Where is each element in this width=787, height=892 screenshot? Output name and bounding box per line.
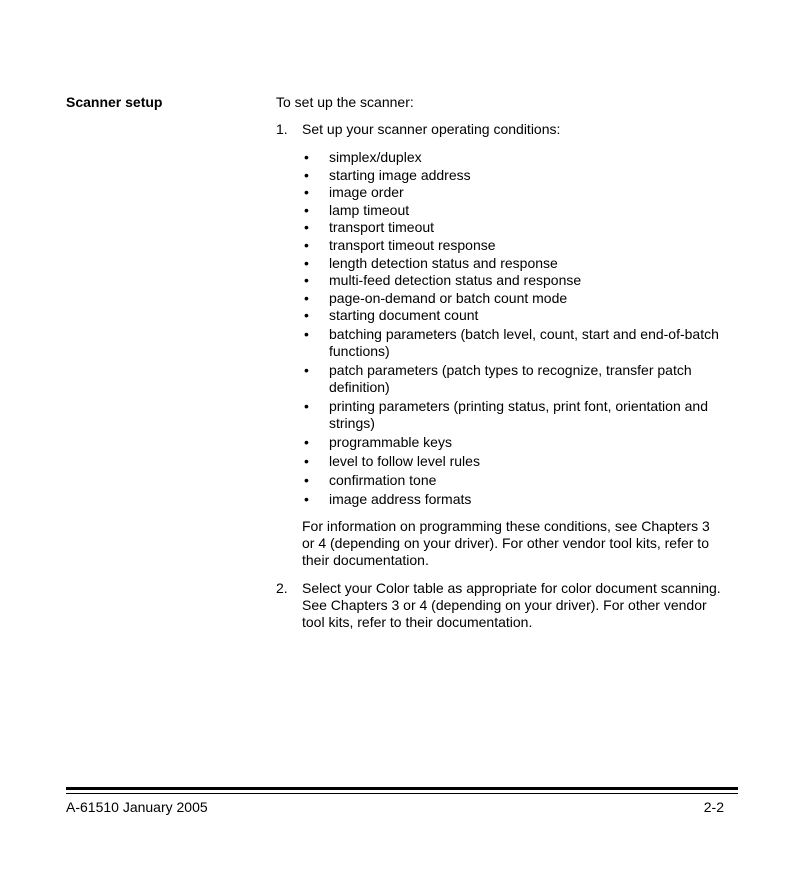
- bullet-icon: •: [304, 453, 309, 470]
- footer-rule-thick: [66, 787, 738, 790]
- bullet-icon: •: [304, 326, 309, 343]
- list-item: • transport timeout: [304, 219, 435, 236]
- list-item: • lamp timeout: [304, 201, 410, 218]
- conditions-list: [302, 149, 721, 508]
- bullet-icon: •: [304, 491, 309, 508]
- bullet-icon: •: [304, 434, 309, 451]
- footer-doc-id: A-61510 January 2005: [66, 799, 208, 815]
- list-item: • starting image address: [304, 166, 471, 183]
- bullet-icon: •: [304, 201, 309, 218]
- bullet-icon: •: [304, 398, 309, 415]
- list-item: • page-on-demand or batch count mode: [304, 289, 568, 306]
- bullet-icon: •: [304, 362, 309, 379]
- bullet-icon: •: [304, 184, 309, 201]
- step-text: Select your Color table as appropriate for color document scanning. See Chapters 3 or 4 (depending on your driver). For other vendor tool kits, refer to their documentation.: [302, 580, 721, 631]
- intro-text: To set up the scanner:: [276, 94, 414, 110]
- section-heading: Scanner setup: [66, 94, 163, 110]
- step-number: 1.: [276, 121, 288, 137]
- list-item: • patch parameters (patch types to recognize, transfer patch definition): [304, 362, 692, 396]
- info-paragraph: For information on programming these conditions, see Chapters 3 or 4 (depending on your driver). For other vendor tool kits, refer to their documentation.: [302, 518, 710, 569]
- step-2: [276, 580, 721, 631]
- list-item: • image address formats: [304, 491, 472, 508]
- footer-page-number: 2-2: [703, 799, 724, 815]
- bullet-icon: •: [304, 219, 309, 236]
- list-item: • printing parameters (printing status, print font, orientation and strings): [304, 398, 708, 432]
- list-item: • length detection status and response: [304, 254, 558, 271]
- footer-rule-thin: [66, 793, 738, 794]
- list-item: • level to follow level rules: [304, 453, 480, 470]
- bullet-icon: •: [304, 254, 309, 271]
- list-item: • simplex/duplex: [304, 149, 422, 165]
- list-item: • multi-feed detection status and response: [304, 272, 582, 289]
- list-item: • transport timeout response: [304, 236, 496, 253]
- step-number: 2.: [276, 580, 288, 597]
- bullet-icon: •: [304, 272, 309, 289]
- list-item: • confirmation tone: [304, 472, 437, 489]
- bullet-icon: •: [304, 236, 309, 253]
- section-body: [276, 94, 721, 631]
- list-item: • image order: [304, 184, 404, 201]
- list-item: • programmable keys: [304, 434, 452, 451]
- bullet-icon: •: [304, 289, 309, 306]
- step-1: [276, 121, 721, 569]
- step-text: Set up your scanner operating conditions:: [302, 121, 561, 137]
- bullet-icon: •: [304, 307, 309, 324]
- bullet-icon: •: [304, 166, 309, 183]
- bullet-icon: •: [304, 472, 309, 489]
- list-item: • batching parameters (batch level, count, start and end-of-batch functions): [304, 326, 719, 360]
- list-item: • starting document count: [304, 307, 479, 324]
- bullet-icon: •: [304, 149, 309, 165]
